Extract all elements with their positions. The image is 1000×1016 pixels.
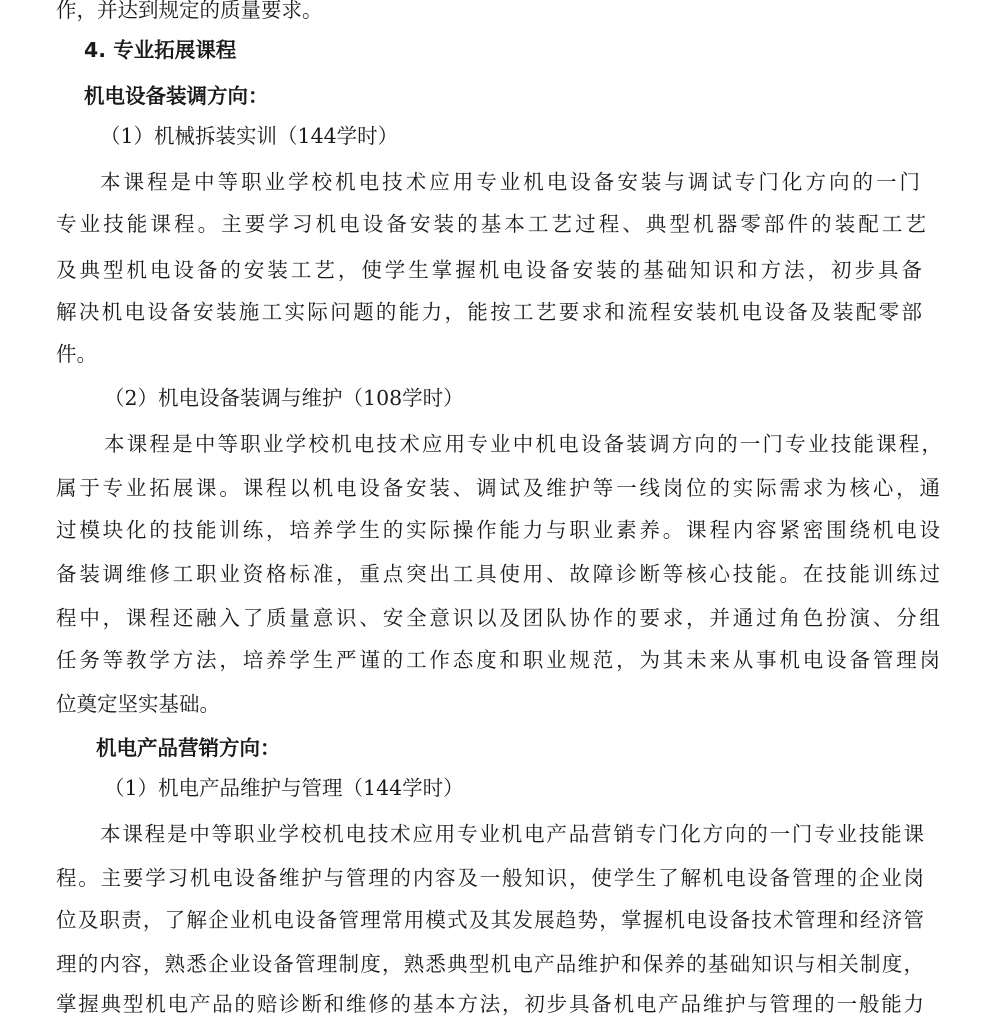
paragraph-line: 掌握典型机电产品的赔诊断和维修的基本方法，初步具备机电产品维护与管理的一般能力	[56, 992, 924, 1016]
paragraph-line: 任务等教学方法，培养学生严谨的工作态度和职业规范，为其未来从事机电设备管理岗	[56, 648, 940, 672]
paragraph-line: 及典型机电设备的安装工艺，使学生掌握机电设备安装的基础知识和方法，初步具备	[56, 258, 922, 282]
paragraph-line: 过模块化的技能训练，培养学生的实际操作能力与职业素养。课程内容紧密围绕机电设	[56, 518, 940, 542]
paragraph-line: 程中，课程还融入了质量意识、安全意识以及团队协作的要求，并通过角色扮演、分组	[56, 606, 940, 630]
paragraph-line: 本课程是中等职业学校机电技术应用专业机电设备安装与调试专门化方向的一门	[100, 170, 920, 194]
paragraph-line: 程。主要学习机电设备维护与管理的内容及一般知识，使学生了解机电设备管理的企业岗	[56, 866, 924, 890]
paragraph-line: 位及职责，了解企业机电设备管理常用模式及其发展趋势，掌握机电设备技术管理和经济管	[56, 908, 924, 932]
section-heading: 4. 专业拓展课程	[84, 38, 237, 62]
paragraph-line: 本课程是中等职业学校机电技术应用专业中机电设备装调方向的一门专业技能课程，	[104, 432, 942, 456]
paragraph-line: 理的内容，熟悉企业设备管理制度，熟悉典型机电产品维护和保养的基础知识与相关制度，	[56, 952, 924, 976]
course-title: （1）机械拆装实训（144学时）	[100, 124, 399, 148]
paragraph-line: 属于专业拓展课。课程以机电设备安装、调试及维护等一线岗位的实际需求为核心，通	[56, 476, 940, 500]
paragraph-line: 件。	[56, 342, 97, 366]
paragraph-line: 作，并达到规定的质量要求。	[56, 0, 323, 22]
paragraph-line: 位奠定坚实基础。	[56, 692, 220, 716]
course-title: （1）机电产品维护与管理（144学时）	[104, 776, 464, 800]
paragraph-line: 解决机电设备安装施工实际问题的能力，能按工艺要求和流程安装机电设备及装配零部	[56, 300, 922, 324]
paragraph-line: 本课程是中等职业学校机电技术应用专业机电产品营销专门化方向的一门专业技能课	[100, 822, 924, 846]
subsection-heading: 机电设备装调方向：	[84, 84, 269, 108]
subsection-heading: 机电产品营销方向：	[96, 736, 281, 760]
course-title: （2）机电设备装调与维护（108学时）	[104, 386, 464, 410]
paragraph-line: 专业技能课程。主要学习机电设备安装的基本工艺过程、典型机器零部件的装配工艺	[56, 212, 926, 236]
paragraph-line: 备装调维修工职业资格标准，重点突出工具使用、故障诊断等核心技能。在技能训练过	[56, 562, 940, 586]
